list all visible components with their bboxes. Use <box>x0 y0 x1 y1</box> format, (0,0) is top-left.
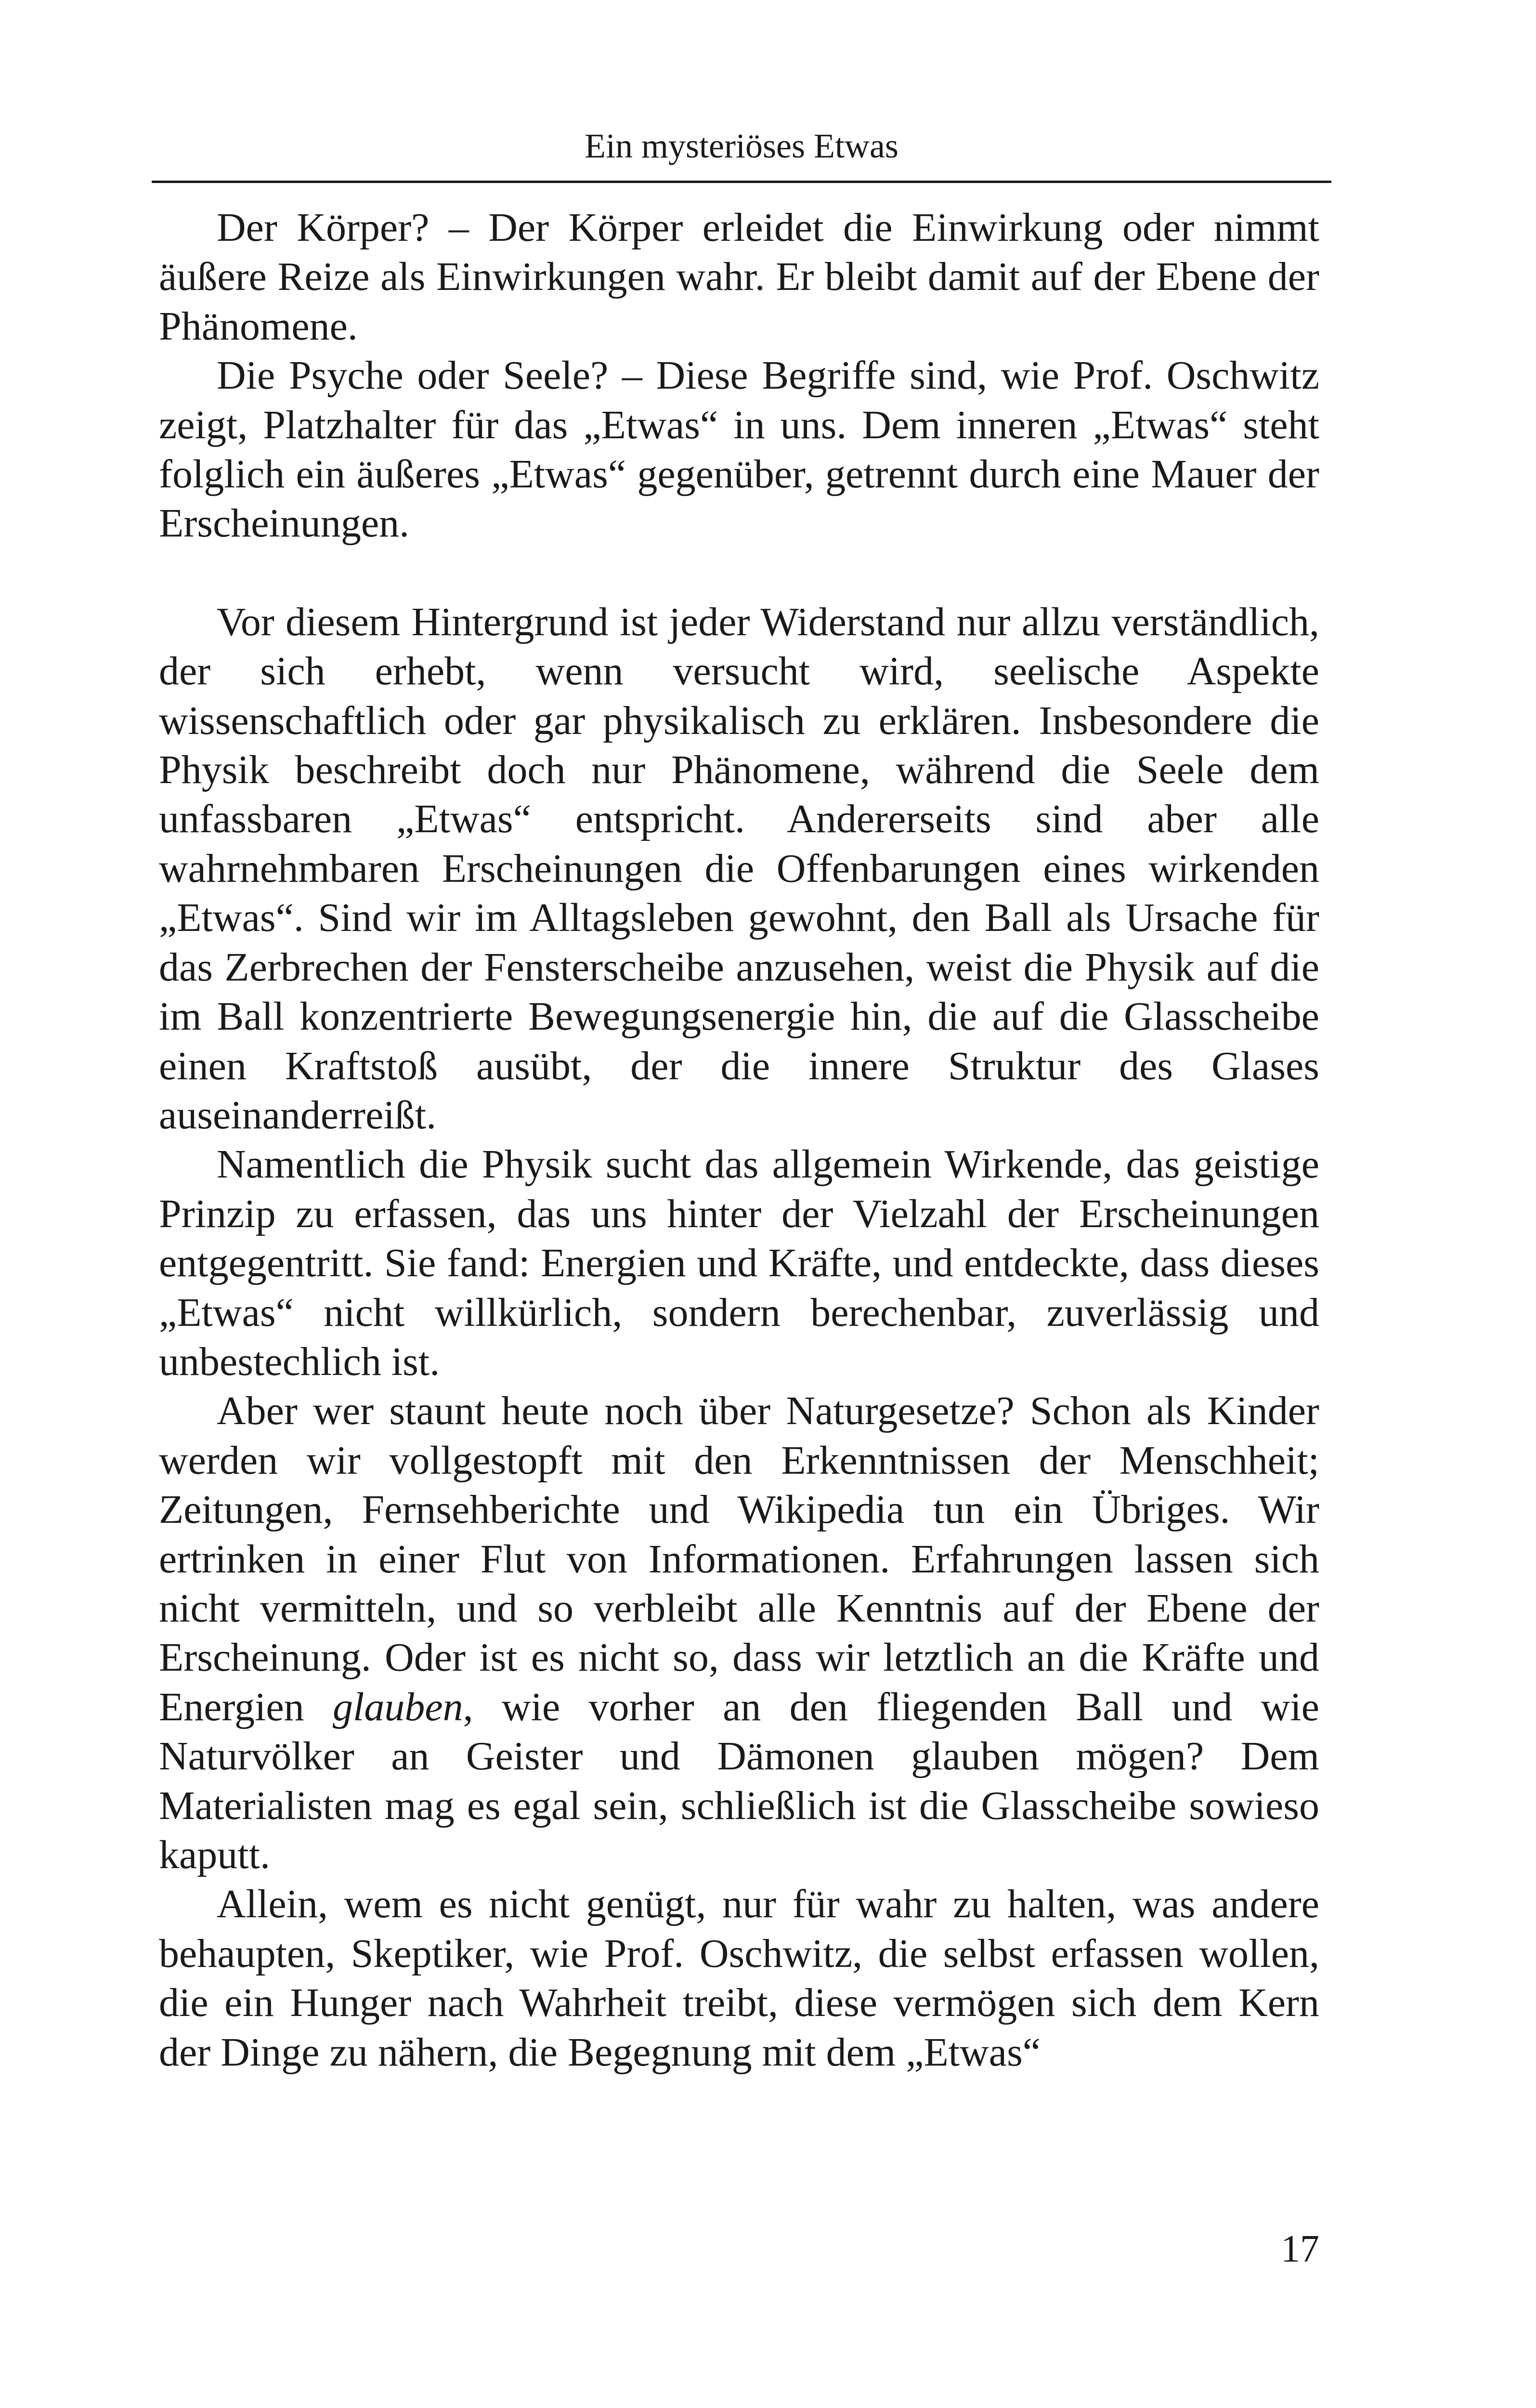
paragraph: Vor diesem Hintergrund ist jeder Widerstand nur allzu verständlich, der sich erhebt, wenn versucht wird, seelische Aspekte wissenschaftlich oder gar physikalisch zu erklären. Insbesondere die Physik beschreibt doch nur Phänomene, während die Seele dem unfassbaren „Etwas“ entspricht. Andererseits sind aber alle wahrnehmbaren Erscheinungen die Offenbarungen eines wirkenden „Etwas“. Sind wir im Alltagsleben gewohnt, den Ball als Ursache für das Zerbrechen der Fensterscheibe anzusehen, weist die Physik auf die im Ball konzentrierte Bewegungsenergie hin, die auf die Glasscheibe einen Kraftstoß ausübt, der die innere Struktur des Glases auseinanderreißt. <box>159 599 1319 1138</box>
page-number: 17 <box>1281 2228 1319 2270</box>
paragraph-text: Aber wer staunt heute noch über Naturgesetze? Schon als Kinder werden wir vollgestopft mit den Erkenntnissen der Menschheit; Zeitungen, Fernsehberichte und Wikipedia tun ein Übriges. Wir ertrinken in einer Flut von Informationen. Erfahrungen lassen sich nicht vermitteln, und so verbleibt alle Kenntnis auf der Ebene der Erscheinung. Oder ist es nicht so, dass wir letztlich an die Kräfte und Energien <box>159 1388 1319 1729</box>
body-text <box>159 203 1319 2077</box>
paragraph: Namentlich die Physik sucht das allgemein Wirkende, das geistige Prinzip zu erfassen, das uns hinter der Vielzahl der Erscheinungen entgegentritt. Sie fand: Energien und Kräfte, und entdeckte, dass dieses „Etwas“ nicht willkürlich, sondern berechenbar, zuverlässig und unbestechlich ist. <box>159 1142 1319 1384</box>
paragraph <box>159 1387 1319 1880</box>
paragraph-text: , wie vorher an den fliegenden Ball und wie Naturvölker an Geister und Dämonen glauben mögen? Dem Materialisten mag es egal sein, schließlich ist die Glasscheibe sowieso kaputt. <box>159 1684 1319 1877</box>
header-rule <box>152 181 1331 183</box>
running-head: Ein mysteriöses Etwas <box>585 127 898 165</box>
paragraph: Der Körper? – Der Körper erleidet die Einwirkung oder nimmt äußere Reize als Einwirkungen wahr. Er bleibt damit auf der Ebene der Phänomene. <box>159 205 1319 349</box>
paragraph: Allein, wem es nicht genügt, nur für wahr zu halten, was andere behaupten, Skeptiker, wie Prof. Oschwitz, die selbst erfassen wollen, die ein Hunger nach Wahrheit treibt, diese vermögen sich dem Kern der Dinge zu nähern, die Begegnung mit dem „Etwas“ <box>159 1882 1319 2075</box>
section-gap <box>159 549 1319 598</box>
emphasis-glauben: glauben <box>333 1684 463 1729</box>
paragraph: Die Psyche oder Seele? – Diese Begriffe sind, wie Prof. Oschwitz zeigt, Platzhalter für das „Etwas“ in uns. Dem inneren „Etwas“ steht folglich ein äußeres „Etwas“ gegenüber, getrennt durch eine Mauer der Erscheinungen. <box>159 353 1319 546</box>
